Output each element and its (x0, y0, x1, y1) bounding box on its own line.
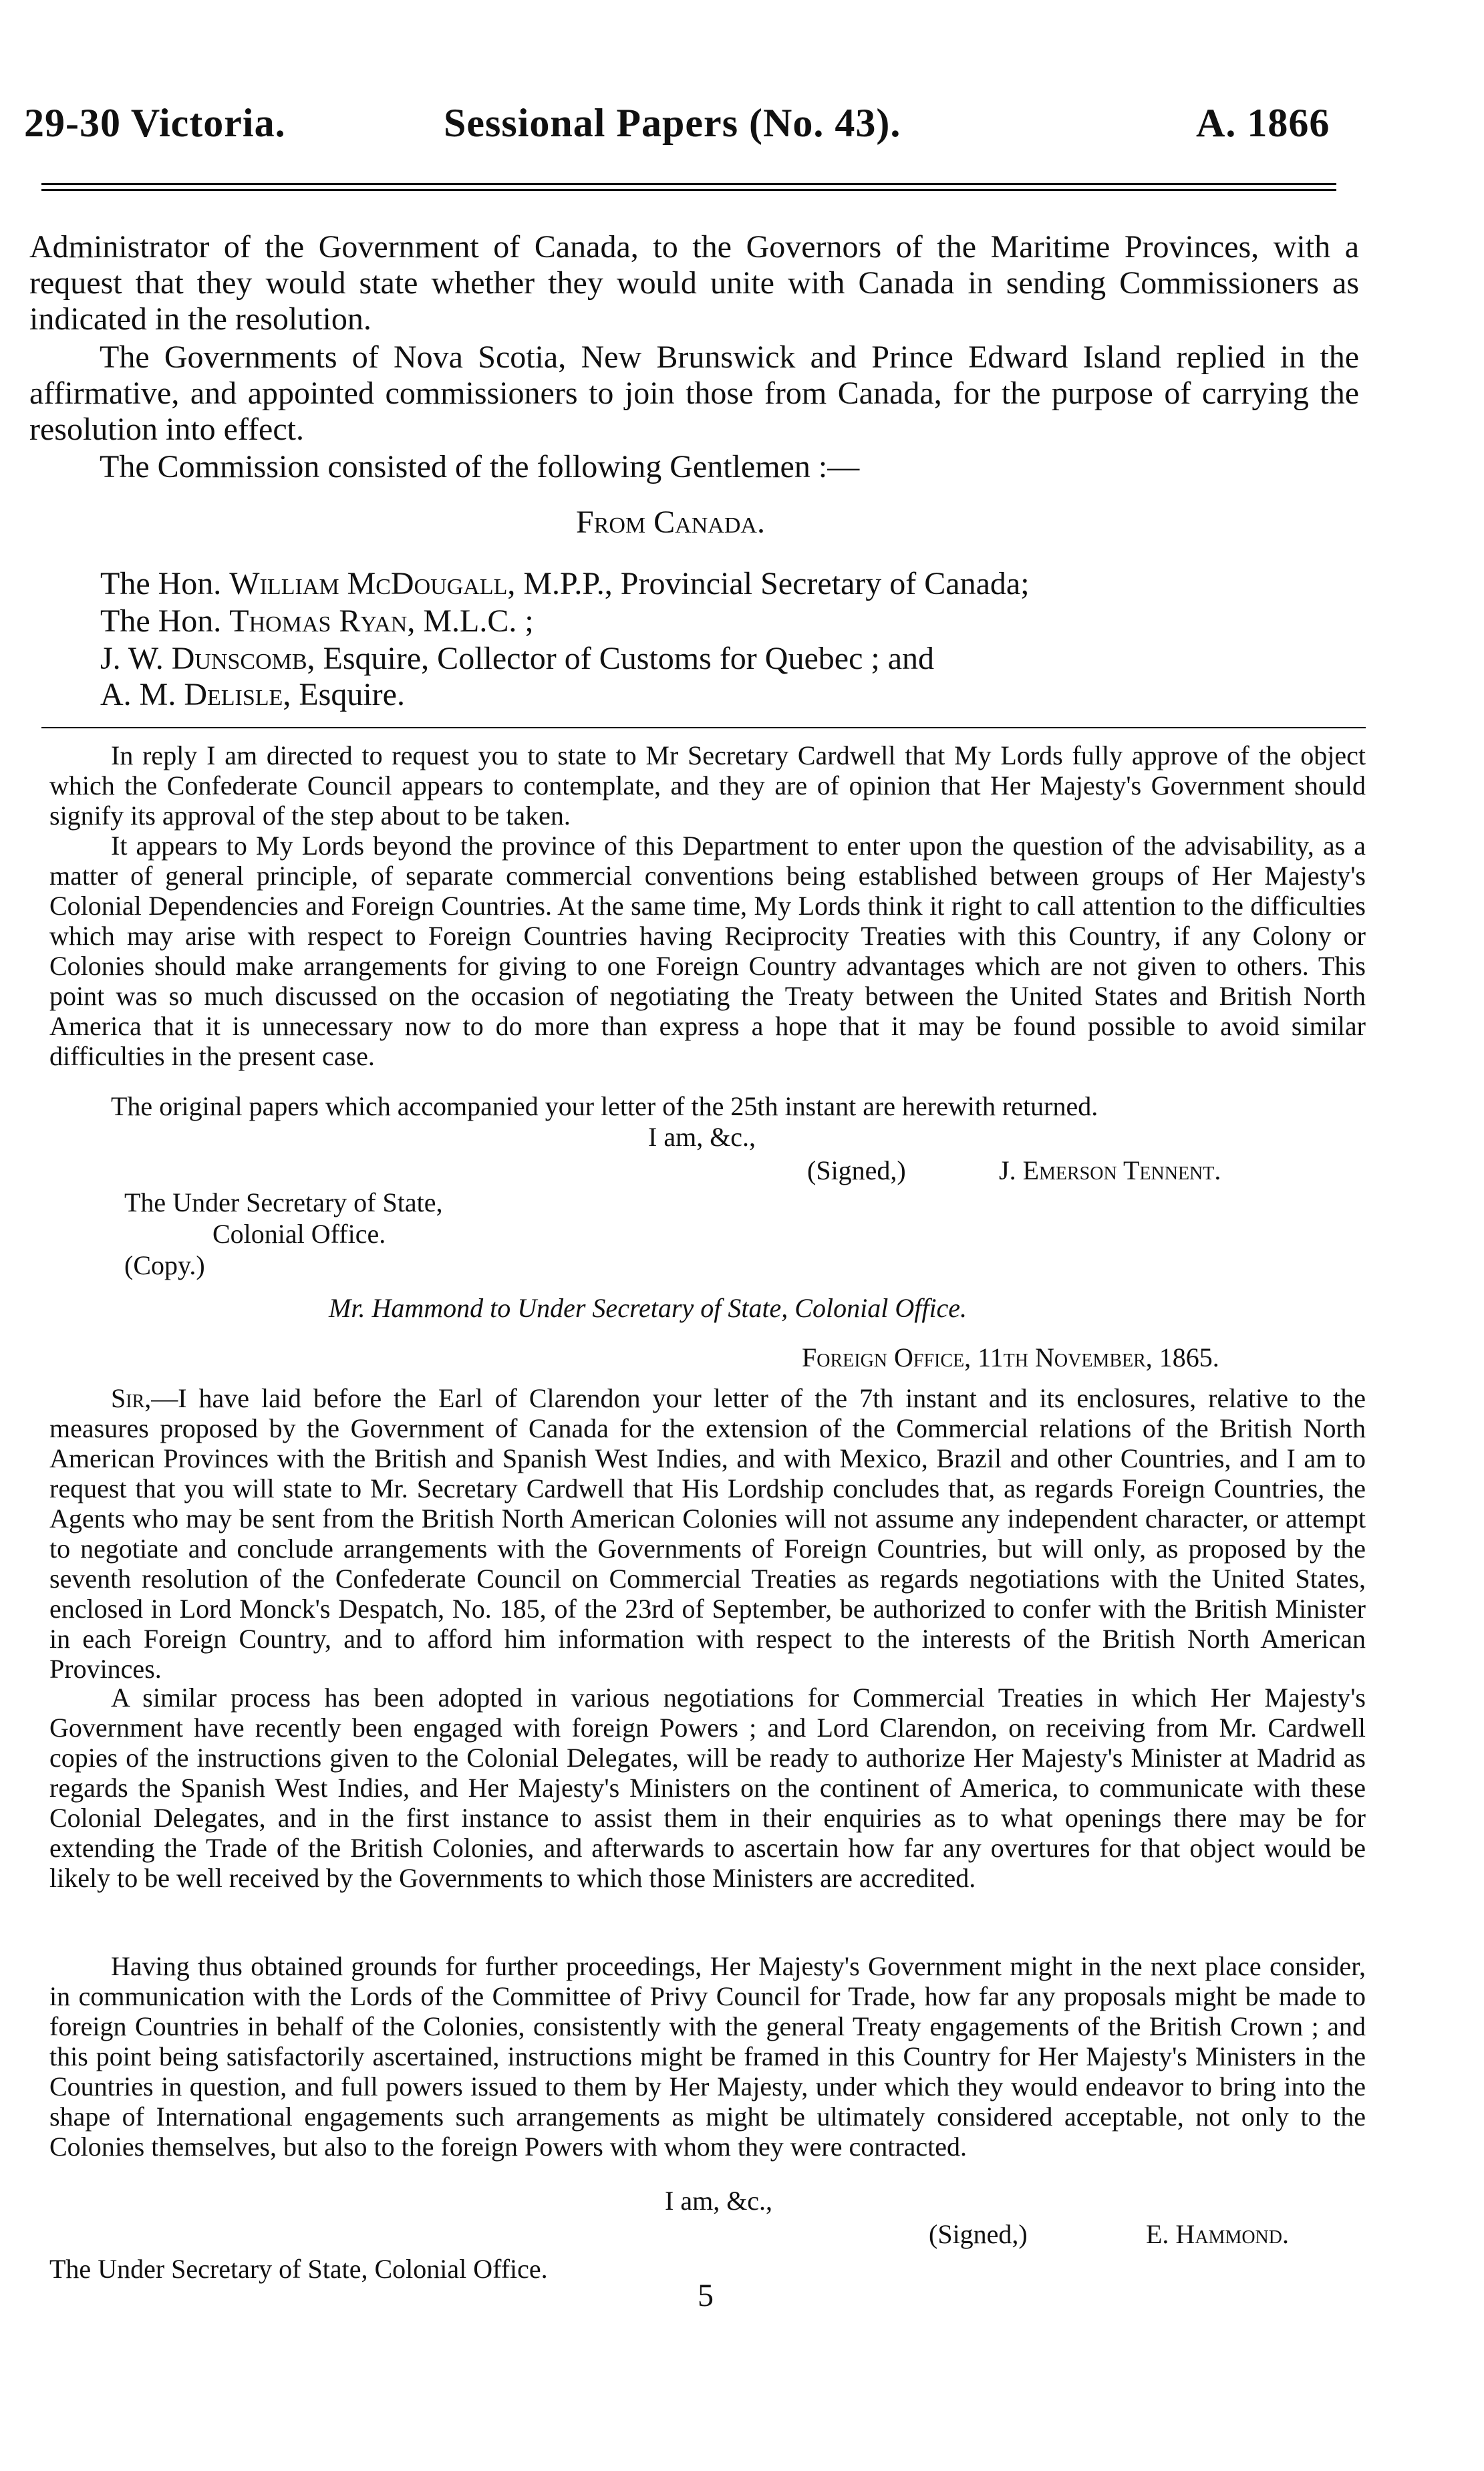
letter2-signed: (Signed,) (929, 2219, 1028, 2249)
member-description: Esquire, Collector of Customs for Quebec ; and (323, 641, 935, 676)
running-head-title: Sessional Papers (No. 43). (444, 101, 901, 145)
page-number: 5 (698, 2278, 714, 2313)
letter2-addressee: The Under Secretary of State, Colonial Office. (49, 2254, 548, 2284)
letter2-paragraph-3: Having thus obtained grounds for further proceedings, Her Majesty's Government might in the next place consider, in communication with the Lords of the Committee of Privy Council for Trade, how far any proposals might be made to foreign Countries in behalf of the Colonies, consistently with the general Treaty engagements of the British Crown ; and this point being satisfactorily ascertained, instructions might be framed in this Country for Her Majesty's Ministers in the Countries in question, and full powers issued to them by Her Majesty, under which they would endeavor to bring into the shape of International engagements such arrangements as might be ultimately considered acceptable, not only to the Colonies themselves, but also to the foreign Powers with whom they were contracted. (49, 1951, 1366, 2162)
intro-paragraph: Administrator of the Government of Canada, to the Governors of the Maritime Provinces, with a request that they would state whether they would unite with Canada in sending Commissioners as indicated in the resolution. (29, 229, 1359, 337)
letter1-paragraph-2: It appears to My Lords beyond the province of this Department to enter upon the question of the advisability, as a matter of general principle, of separate commercial conventions being established between groups of Her Majesty's Colonial Dependencies and Foreign Countries. At the same time, My Lords think it right to call attention to the difficulties which may arise with respect to Foreign Countries having Reciprocity Treaties with this Country, if any Colony or Colonies should make arrangements for giving to one Foreign Country advantages which are not given to others. This point was so much discussed on the occasion of negotiating the Treaty between the United States and British North America that it is unnecessary now to do more than express a hope that it may be found possible to avoid similar difficulties in the present case. (49, 831, 1366, 1071)
member-entry (100, 676, 405, 713)
member-description: M.L.C. ; (423, 603, 534, 639)
section-divider (41, 727, 1366, 728)
running-head-year: A. 1866 (1196, 101, 1330, 145)
header-rule-top (41, 183, 1336, 185)
commission-paragraph: The Commission consisted of the following Gentlemen :— (100, 449, 860, 484)
governments-paragraph: The Governments of Nova Scotia, New Brunswick and Prince Edward Island replied in the affirmative, and appointed commissioners to join those from Canada, for the purpose of carrying the resolution into effect. (29, 339, 1359, 447)
header-rule-bottom (41, 189, 1336, 191)
member-entry (100, 603, 534, 639)
letter2-dateline: Foreign Office, 11th November, 1865. (802, 1342, 1219, 1372)
member-title: The Hon. (100, 603, 222, 639)
member-description: Esquire. (299, 677, 405, 712)
member-title: The Hon. (100, 566, 222, 601)
letter1-closing: I am, &c., (648, 1122, 756, 1152)
letter2-paragraph-1-text: —I have laid before the Earl of Clarendon your letter of the 7th instant and its enclosures, relative to the measures proposed by the Government of Canada for the extension of the Commercial relations of the British North American Provinces with the British and Spanish West Indies, and with Mexico, Brazil and other Countries, and I am to request that you will state to Mr. Secretary Cardwell that His Lordship concludes that, as regards Foreign Countries, the Agents who may be sent from the British North American Colonies will not assume any independent character, or attempt to negotiate and conclude arrangements with the Governments of Foreign Countries, but will only, as proposed by the seventh resolution of the Confederate Council on Commercial Treaties as regards negotiations with the United States, enclosed in Lord Monck's Despatch, No. 185, of the 23rd of September, be authorized to confer with the British Minister in each Foreign Country, and to afford him information with respect to the interests of the British North American Provinces. (49, 1383, 1366, 1684)
letter2-heading: Mr. Hammond to Under Secretary of State, Colonial Office. (329, 1293, 968, 1323)
member-entry (100, 565, 1030, 602)
copy-label: (Copy.) (124, 1250, 205, 1280)
running-head-session: 29-30 Victoria. (24, 101, 286, 145)
letter2-paragraph-2: A similar process has been adopted in various negotiations for Commercial Treaties in which Her Majesty's Government have recently been engaged with foreign Powers ; and Lord Clarendon, on receiving from Mr. Cardwell copies of the instructions given to the Colonial Delegates, will be ready to authorize Her Majesty's Minister at Madrid as regards the Spanish West Indies, and Her Majesty's Ministers on the continent of America, to communicate with these Colonial Delegates, and in the first instance to assist them in their enquiries as to what openings there may be for extending the Trade of the British Colonies, and afterwards to ascertain how far any overtures for that object would be likely to be well received by the Governments to which those Ministers are accredited. (49, 1683, 1366, 1893)
letter2-closing: I am, &c., (665, 2186, 773, 2216)
salutation: Sir, (111, 1383, 152, 1413)
letter1-signed: (Signed,) (807, 1155, 906, 1185)
letter1-paragraph-1: In reply I am directed to request you to state to Mr Secretary Cardwell that My Lords fully approve of the object which the Confederate Council appears to contemplate, and they are of opinion that Her Majesty's Government should signify its approval of the step about to be taken. (49, 740, 1366, 831)
member-name: Dunscomb, (171, 641, 315, 676)
member-name: Delisle, (184, 677, 291, 712)
member-name: Thomas Ryan, (229, 603, 416, 639)
letter1-paragraph-3: The original papers which accompanied your letter of the 25th instant are herewith returned. (111, 1091, 1098, 1121)
letter1-signer: J. Emerson Tennent. (999, 1155, 1221, 1185)
member-title: J. W. (100, 641, 164, 676)
member-title: A. M. (100, 677, 176, 712)
letter1-addressee-line2: Colonial Office. (212, 1219, 386, 1249)
letter1-addressee-line1: The Under Secretary of State, (124, 1187, 443, 1217)
member-description: M.P.P., Provincial Secretary of Canada; (523, 566, 1030, 601)
letter2-paragraph-1 (49, 1383, 1366, 1684)
member-entry (100, 640, 934, 677)
member-name: William McDougall, (229, 566, 516, 601)
letter2-signer: E. Hammond. (1146, 2219, 1289, 2249)
from-canada-heading: From Canada. (576, 504, 765, 540)
